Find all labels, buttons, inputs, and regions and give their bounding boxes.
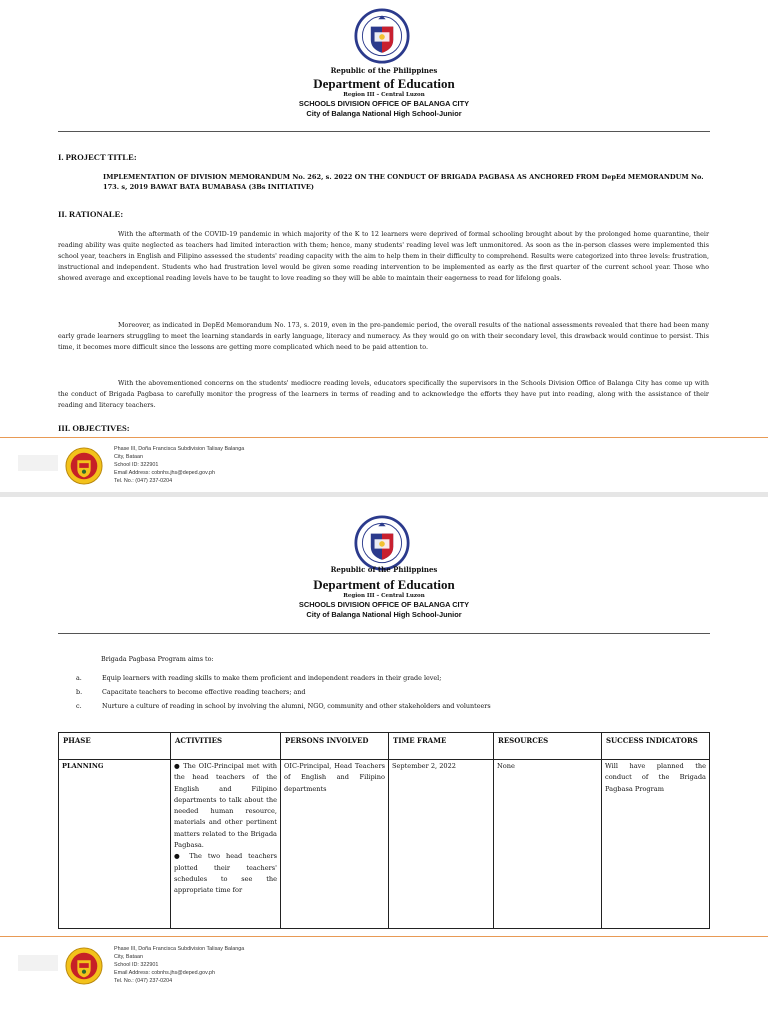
project-title-heading: I. PROJECT TITLE: (58, 152, 137, 162)
footer-shadow (18, 455, 58, 471)
footer-contact-info (114, 445, 244, 485)
telephone-number: Tel. No.: (047) 237-0204 (114, 478, 173, 484)
footer-divider (0, 437, 768, 438)
department-title: Department of Education (313, 577, 455, 592)
division-office-text: SCHOOLS DIVISION OFFICE OF BALANGA CITY (298, 99, 470, 108)
activities-cell (171, 760, 281, 929)
column-header-resources: RESOURCES (494, 733, 602, 760)
objectives-heading: III. OBJECTIVES: (58, 423, 130, 433)
objective-item (76, 674, 441, 682)
footer-contact-info (114, 945, 244, 985)
school-logo-icon (65, 447, 103, 485)
activity-item: ● The two head teachers plotted their teachers' schedules to see the appropriate time for (174, 852, 277, 895)
address-line-2: City, Bataan (114, 454, 143, 460)
column-header-indicators: SUCCESS INDICATORS (602, 733, 710, 760)
objective-item (76, 702, 491, 710)
school-name-text: City of Balanga National High School-Junior (306, 610, 462, 619)
email-address: Email Address: cobnhs.jhs@deped.gov.ph (114, 970, 215, 976)
table-header-row (59, 733, 710, 760)
objective-letter: b. (76, 688, 83, 696)
rationale-paragraph-3: With the abovementioned concerns on the students' mediocre reading levels, educators specifically the supervisors in the Schools Division Office of Balanga City has come up with the conduct of Brigada Pagbasa to carefully monitor the progress of the learners in terms of reading and to acknowledge the efforts they have put into reading, along with the assistance of their reading and literacy teachers. (58, 379, 709, 409)
objective-text: Equip learners with reading skills to make them proficient and independent readers in their grade level; (102, 674, 442, 682)
school-id: School ID: 322901 (114, 962, 159, 968)
header-divider (58, 633, 710, 634)
objective-text: Capacitate teachers to become effective reading teachers; and (102, 688, 306, 696)
objective-letter: a. (76, 674, 82, 682)
footer-divider (0, 936, 768, 937)
objective-letter: c. (76, 702, 82, 710)
deped-seal-icon (353, 515, 411, 571)
objective-item (76, 688, 306, 696)
column-header-persons: PERSONS INVOLVED (281, 733, 389, 760)
persons-cell: OIC-Principal, Head Teachers of English and Filipino departments (281, 760, 389, 929)
phase-cell: PLANNING (59, 760, 171, 929)
project-title: IMPLEMENTATION OF DIVISION MEMORANDUM No. 262, s. 2022 ON THE CONDUCT OF BRIGADA PAGBASA AS ANCHORED FROM DepEd MEMORANDUM No. 173. s, 2019 BAWAT BATA BUMABASA (3Bs INITIATIVE) (103, 173, 704, 191)
rationale-paragraph-1: With the aftermath of the COVID-19 pandemic in which majority of the K to 12 learners were deprived of formal schooling brought about by the prolonged home quarantine, their reading ability was quite neglected as teachers had limited interaction with them; hence, many students' reading level was left unmonitored. As soon as the in-person classes were implemented this school year, teachers in English and Filipino assessed the students' reading capacity with the aim to help them in their difficulty to comprehend. Results were categorized into three levels: frustration, instructional and independent. Students who had frustration level would be given some reading intervention to be implemented as early as the first quarter of the current school year. Those who showed average and exceptional reading levels have to be taught to love reading so they will be able to maintain their eagerness to read for lifelong goals. (58, 230, 709, 282)
telephone-number: Tel. No.: (047) 237-0204 (114, 978, 173, 984)
address-line-2: City, Bataan (114, 954, 143, 960)
department-title: Department of Education (313, 76, 455, 91)
column-header-phase: PHASE (59, 733, 171, 760)
resources-cell: None (494, 760, 602, 929)
header-divider (58, 131, 710, 132)
email-address: Email Address: cobnhs.jhs@deped.gov.ph (114, 470, 215, 476)
objective-text: Nurture a culture of reading in school by involving the alumni, NGO, community and other stakeholders and volunteers (102, 702, 491, 710)
division-office-text: SCHOOLS DIVISION OFFICE OF BALANGA CITY (298, 600, 470, 609)
region-text: Region III – Central Luzon (343, 593, 425, 599)
column-header-activities: ACTIVITIES (171, 733, 281, 760)
rationale-paragraph-2: Moreover, as indicated in DepEd Memorandum No. 173, s. 2019, even in the pre-pandemic period, the overall results of the national assessments revealed that there had been many early grade learners struggling to meet the learning standards in early language, literacy and numeracy. As they would go on with their secondary level, this drawback would continue to persist. This time, it becomes more difficult since the lessons are getting more complicated which need to be paid attention to. (58, 321, 709, 351)
republic-text: Republic of the Philippines (330, 66, 438, 75)
table-row (59, 760, 710, 929)
activity-item: ● The OIC-Principal met with the head teachers of the English and Filipino departments to talk about the needed human resource, materials and other pertinent matters related to the Brigada Pagbasa. (174, 762, 277, 850)
school-name-text: City of Balanga National High School-Junior (306, 109, 462, 118)
address-line-1: Phase III, Doña Francisca Subdivision Talisay Balanga (114, 446, 245, 452)
republic-text: Republic of the Philippines (330, 565, 438, 574)
objectives-intro: Brigada Pagbasa Program aims to: (101, 655, 214, 663)
rationale-heading: II. RATIONALE: (58, 209, 124, 219)
column-header-time-frame: TIME FRAME (389, 733, 494, 760)
time-frame-cell: September 2, 2022 (389, 760, 494, 929)
deped-seal-icon (353, 8, 411, 64)
school-id: School ID: 322901 (114, 462, 159, 468)
action-plan-table (58, 732, 710, 929)
school-logo-icon (65, 947, 103, 985)
indicators-cell: Will have planned the conduct of the Brigada Pagbasa Program (602, 760, 710, 929)
document-page-2 (0, 497, 768, 1024)
footer-shadow (18, 955, 58, 971)
region-text: Region III – Central Luzon (343, 92, 425, 98)
document-page-1 (0, 0, 768, 492)
address-line-1: Phase III, Doña Francisca Subdivision Talisay Balanga (114, 946, 245, 952)
